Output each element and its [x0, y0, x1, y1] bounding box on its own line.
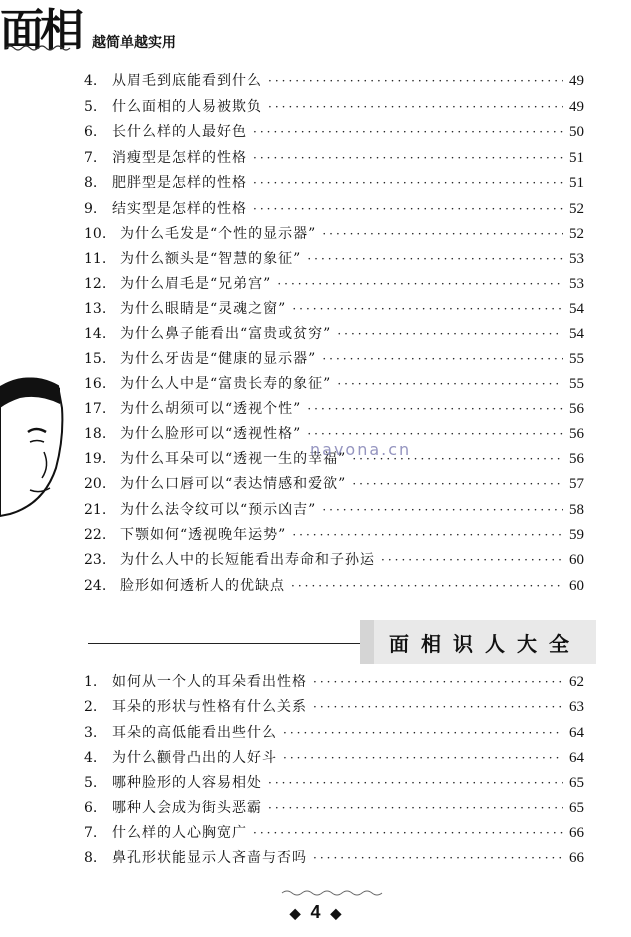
- toc-entry-title: 肥胖型是怎样的性格: [112, 175, 247, 191]
- toc-entry-number: 23.: [84, 552, 107, 568]
- toc-entry[interactable]: [84, 298, 584, 320]
- toc-entry[interactable]: [84, 273, 584, 295]
- toc-leader-dots: [253, 172, 563, 194]
- toc-entry-title: 下颚如何“透视晚年运势”: [120, 527, 287, 543]
- toc-entry-title: 耳朵的高低能看出些什么: [112, 725, 277, 741]
- toc-entry-title: 为什么法令纹可以“预示凶吉”: [120, 502, 317, 518]
- toc-entry-page: 59: [569, 527, 584, 543]
- toc-leader-dots: [322, 348, 563, 370]
- toc-entry-title: 为什么口唇可以“表达情感和爱欲”: [120, 476, 347, 492]
- toc-leader-dots: [268, 96, 563, 118]
- toc-entry-number: 5.: [84, 99, 98, 115]
- toc-leader-dots: [268, 772, 563, 794]
- toc-entry[interactable]: [84, 323, 584, 345]
- toc-entry-number: 8.: [84, 850, 98, 866]
- toc-entry-title: 哪种脸形的人容易相处: [112, 775, 262, 791]
- toc-leader-dots: [313, 671, 563, 693]
- toc-entry-number: 15.: [84, 351, 107, 367]
- toc-entry-number: 4.: [84, 750, 98, 766]
- toc-entry-number: 17.: [84, 401, 107, 417]
- toc-entry[interactable]: [84, 121, 584, 143]
- toc-leader-dots: [292, 298, 563, 320]
- toc-leader-dots: [322, 223, 563, 245]
- toc-entry-title: 为什么人中的长短能看出寿命和子孙运: [120, 552, 375, 568]
- toc-entry[interactable]: [84, 70, 584, 92]
- toc-entry-page: 53: [569, 276, 584, 292]
- toc-entry-title: 结实型是怎样的性格: [112, 201, 247, 217]
- toc-entry-page: 52: [569, 201, 584, 217]
- toc-entry-page: 66: [569, 825, 584, 841]
- toc-entry-number: 24.: [84, 578, 107, 594]
- toc-entry-page: 51: [569, 175, 584, 191]
- toc-entry-number: 19.: [84, 451, 107, 467]
- toc-entry-title: 为什么眼睛是“灵魂之窗”: [120, 301, 287, 317]
- section-title: 面相识人大全: [389, 631, 581, 656]
- toc-leader-dots: [307, 248, 563, 270]
- page-header: [0, 0, 631, 60]
- toc-entry-page: 56: [569, 426, 584, 442]
- toc-entry-title: 长什么样的人最好色: [112, 124, 247, 140]
- toc-entry[interactable]: [84, 398, 584, 420]
- toc-entry-number: 3.: [84, 725, 98, 741]
- toc-entry-number: 11.: [84, 251, 107, 267]
- toc-leader-dots: [381, 549, 563, 571]
- toc-entry[interactable]: [84, 549, 584, 571]
- toc-entry-page: 55: [569, 376, 584, 392]
- toc-leader-dots: [268, 70, 563, 92]
- toc-entry-number: 18.: [84, 426, 107, 442]
- toc-entry[interactable]: [84, 499, 584, 521]
- logo-script-decoration: [4, 42, 74, 52]
- toc-entry-number: 5.: [84, 775, 98, 791]
- toc-entry-page: 58: [569, 502, 584, 518]
- toc-leader-dots: [307, 398, 563, 420]
- toc-entry-page: 54: [569, 301, 584, 317]
- toc-entry-page: 54: [569, 326, 584, 342]
- toc-entry[interactable]: [84, 822, 584, 844]
- toc-entry[interactable]: [84, 722, 584, 744]
- section-banner: [360, 620, 596, 664]
- toc-entry[interactable]: [84, 524, 584, 546]
- toc-entry-title: 为什么额头是“智慧的象征”: [120, 251, 302, 267]
- toc-entry[interactable]: [84, 671, 584, 693]
- toc-entry-page: 56: [569, 451, 584, 467]
- toc-entry[interactable]: [84, 373, 584, 395]
- toc-leader-dots: [253, 822, 563, 844]
- toc-entry-page: 66: [569, 850, 584, 866]
- toc-entry-title: 什么面相的人易被欺负: [112, 99, 262, 115]
- toc-entry[interactable]: [84, 147, 584, 169]
- toc-leader-dots: [313, 696, 563, 718]
- toc-entry-title: 从眉毛到底能看到什么: [112, 73, 262, 89]
- toc-leader-dots: [337, 373, 563, 395]
- toc-entry[interactable]: [84, 473, 584, 495]
- toc-entry-number: 12.: [84, 276, 107, 292]
- toc-entry-number: 9.: [84, 201, 98, 217]
- toc-entry-page: 64: [569, 725, 584, 741]
- toc-entry-number: 13.: [84, 301, 107, 317]
- toc-entry-page: 60: [569, 578, 584, 594]
- toc-entry[interactable]: [84, 772, 584, 794]
- toc-leader-dots: [283, 722, 563, 744]
- toc-entry-title: 为什么毛发是“个性的显示器”: [120, 226, 317, 242]
- page-number: [0, 902, 631, 923]
- toc-entry-title: 耳朵的形状与性格有什么关系: [112, 699, 307, 715]
- toc-entry-number: 21.: [84, 502, 107, 518]
- toc-entry-page: 50: [569, 124, 584, 140]
- toc-entry-title: 为什么鼻子能看出“富贵或贫穷”: [120, 326, 332, 342]
- toc-entry-title: 为什么颧骨凸出的人好斗: [112, 750, 277, 766]
- toc-entry-title: 什么样的人心胸宽广: [112, 825, 247, 841]
- toc-entry-number: 6.: [84, 124, 98, 140]
- toc-entry[interactable]: [84, 348, 584, 370]
- toc-entry-page: 57: [569, 476, 584, 492]
- toc-leader-dots: [322, 499, 563, 521]
- toc-entry-number: 22.: [84, 527, 107, 543]
- toc-entry-number: 16.: [84, 376, 107, 392]
- toc-entry-title: 为什么耳朵可以“透视一生的幸福”: [120, 451, 347, 467]
- book-logo: 面相: [0, 5, 80, 56]
- toc-entry-number: 7.: [84, 150, 98, 166]
- toc-entry[interactable]: [84, 747, 584, 769]
- toc-entry[interactable]: [84, 223, 584, 245]
- toc-entry-title: 如何从一个人的耳朵看出性格: [112, 674, 307, 690]
- face-illustration: [0, 368, 66, 518]
- toc-entry-page: 53: [569, 251, 584, 267]
- toc-entry-page: 62: [569, 674, 584, 690]
- toc-entry[interactable]: [84, 696, 584, 718]
- toc-entry-page: 49: [569, 99, 584, 115]
- toc-entry-number: 1.: [84, 674, 98, 690]
- watermark-text: navona.cn: [310, 440, 412, 459]
- toc-entry-title: 脸形如何透析人的优缺点: [120, 578, 285, 594]
- toc-leader-dots: [253, 147, 563, 169]
- toc-entry-title: 消瘦型是怎样的性格: [112, 150, 247, 166]
- toc-entry-number: 8.: [84, 175, 98, 191]
- toc-entry-page: 63: [569, 699, 584, 715]
- toc-leader-dots: [292, 524, 563, 546]
- toc-leader-dots: [337, 323, 563, 345]
- toc-leader-dots: [291, 575, 563, 597]
- toc-entry-page: 56: [569, 401, 584, 417]
- book-subtitle: 越简单越实用: [92, 35, 176, 51]
- toc-entry-title: 为什么眉毛是“兄弟宫”: [120, 276, 272, 292]
- toc-entry[interactable]: [84, 172, 584, 194]
- toc-entry[interactable]: [84, 847, 584, 869]
- toc-entry-number: 20.: [84, 476, 107, 492]
- toc-leader-dots: [283, 747, 563, 769]
- toc-leader-dots: [268, 797, 563, 819]
- toc-entry-title: 为什么牙齿是“健康的显示器”: [120, 351, 317, 367]
- toc-leader-dots: [277, 273, 563, 295]
- toc-entry-title: 为什么人中是“富贵长寿的象征”: [120, 376, 332, 392]
- toc-entry[interactable]: [84, 198, 584, 220]
- toc-leader-dots: [253, 198, 563, 220]
- toc-entry-number: 2.: [84, 699, 98, 715]
- toc-entry-page: 60: [569, 552, 584, 568]
- toc-entry[interactable]: [84, 575, 584, 597]
- toc-entry-page: 65: [569, 800, 584, 816]
- toc-leader-dots: [352, 473, 563, 495]
- toc-entry[interactable]: [84, 248, 584, 270]
- toc-entry-number: 7.: [84, 825, 98, 841]
- toc-entry-title: 哪种人会成为街头恶霸: [112, 800, 262, 816]
- section-divider-line: [88, 643, 373, 644]
- toc-entry-number: 14.: [84, 326, 107, 342]
- toc-entry-number: 6.: [84, 800, 98, 816]
- toc-entry-page: 52: [569, 226, 584, 242]
- toc-leader-dots: [253, 121, 563, 143]
- toc-entry-page: 65: [569, 775, 584, 791]
- toc-entry[interactable]: [84, 96, 584, 118]
- page-number-value: 4: [310, 902, 321, 922]
- toc-entry-title: 为什么脸形可以“透视性格”: [120, 426, 302, 442]
- toc-entry-title: 鼻孔形状能显示人吝啬与否吗: [112, 850, 307, 866]
- toc-entry-number: 4.: [84, 73, 98, 89]
- toc-entry-page: 49: [569, 73, 584, 89]
- diamond-icon: ◆: [289, 905, 301, 921]
- footer-script-decoration: [280, 888, 390, 896]
- toc-entry-title: 为什么胡须可以“透视个性”: [120, 401, 302, 417]
- diamond-icon: ◆: [330, 905, 342, 921]
- toc-entry-number: 10.: [84, 226, 107, 242]
- toc-entry-page: 51: [569, 150, 584, 166]
- toc-entry-page: 55: [569, 351, 584, 367]
- toc-entry-page: 64: [569, 750, 584, 766]
- toc-leader-dots: [313, 847, 563, 869]
- toc-entry[interactable]: [84, 797, 584, 819]
